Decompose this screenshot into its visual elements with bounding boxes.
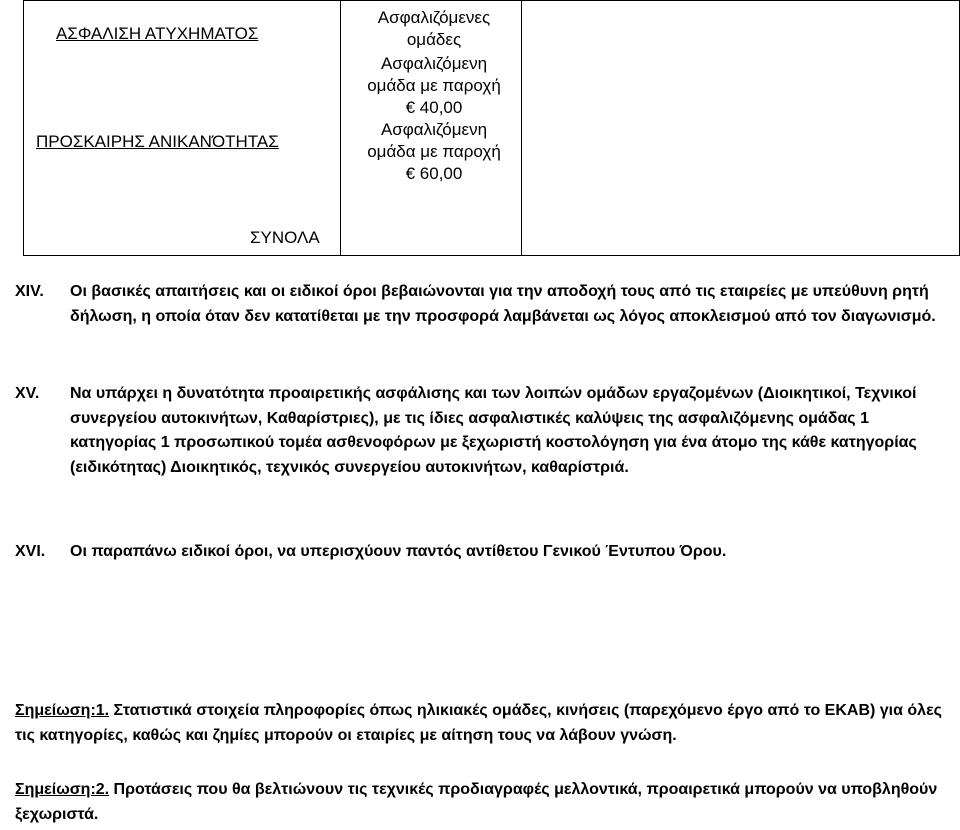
groups-block — [349, 7, 519, 185]
group1-amount: € 40,00 — [405, 98, 463, 117]
insurance-type-title: ΑΣΦΑΛΙΣΗ ΑΤΥΧΗΜΑΤΟΣ — [56, 24, 259, 43]
note-2 — [15, 778, 945, 827]
item-text: Να υπάρχει η δυνατότητα προαιρετικής ασφάλισης και των λοιπών ομάδων εργαζομένων (Διοικητικοί, Τεχνικοί συνεργείου αυτοκινήτων, Καθαρίστριες), με τις ίδιες ασφαλιστικές καλύψεις της ασφαλιζόμενης ομάδας 1 κατηγορίας 1 προσωπικού τομέα ασθενοφόρων με ξεχωριστή κοστολόγηση για ένα άτομο της κάθε κατηγορίας (ειδικότητας) Διοικητικός, τεχνικός συνεργείου αυτοκινήτων, καθαρίστριά. — [70, 385, 917, 476]
note-text: Στατιστικά στοιχεία πληροφορίες όπως ηλικιακές ομάδες, κινήσεις (παρεχόμενο έργο από το ΕΚΑΒ) για όλες τις κατηγορίες, καθώς και ζημίες μπορούν οι εταιρίες με αίτηση τους να λάβουν γνώση. — [15, 702, 942, 744]
item-text: Οι βασικές απαιτήσεις και οι ειδικοί όροι βεβαιώνονται για την αποδοχή τους από τις εταιρείες με υπεύθυνη ρητή δήλωση, η οποία όταν δεν κατατίθεται με την προσφορά λαμβάνεται ως λόγος αποκλεισμού από τον διαγωνισμό. — [70, 283, 936, 325]
note-label: Σημείωση:2. — [15, 781, 110, 798]
groups-heading-line1: Ασφαλιζόμενες — [377, 8, 491, 27]
groups-heading-line2: ομάδες — [406, 30, 462, 49]
list-item-xvi — [15, 540, 945, 565]
item-text: Οι παραπάνω ειδικοί όροι, να υπερισχύουν παντός αντίθετου Γενικού Έντυπου Όρου. — [70, 543, 727, 560]
note-1 — [15, 699, 945, 748]
list-item-xv — [15, 382, 945, 480]
group2-line2: ομάδα με παροχή — [367, 142, 501, 161]
table-cell-insurance-type — [24, 1, 341, 256]
totals-label: ΣΥΝΟΛΑ — [250, 228, 320, 247]
note-label: Σημείωση:1. — [15, 702, 110, 719]
group2-amount: € 60,00 — [405, 164, 463, 183]
list-item-xiv — [15, 280, 945, 329]
group1-line1: Ασφαλιζόμενη — [380, 54, 488, 73]
insurance-type-subtitle: ΠΡΟΣΚΑΙΡΗΣ ΑΝΙΚΑΝΌΤΗΤΑΣ — [36, 132, 279, 151]
note-text: Προτάσεις που θα βελτιώνουν τις τεχνικές προδιαγραφές μελλοντικά, προαιρετικά μπορούν να υποβληθούν ξεχωριστά. — [15, 781, 938, 823]
table-cell-groups — [341, 1, 522, 256]
group2-line1: Ασφαλιζόμενη — [380, 120, 488, 139]
item-number: XVI. — [15, 543, 46, 560]
item-number: XV. — [15, 385, 40, 402]
insurance-table — [23, 0, 960, 256]
item-number: XIV. — [15, 283, 44, 300]
table-cell-empty — [522, 1, 960, 256]
group1-line2: ομάδα με παροχή — [367, 76, 501, 95]
